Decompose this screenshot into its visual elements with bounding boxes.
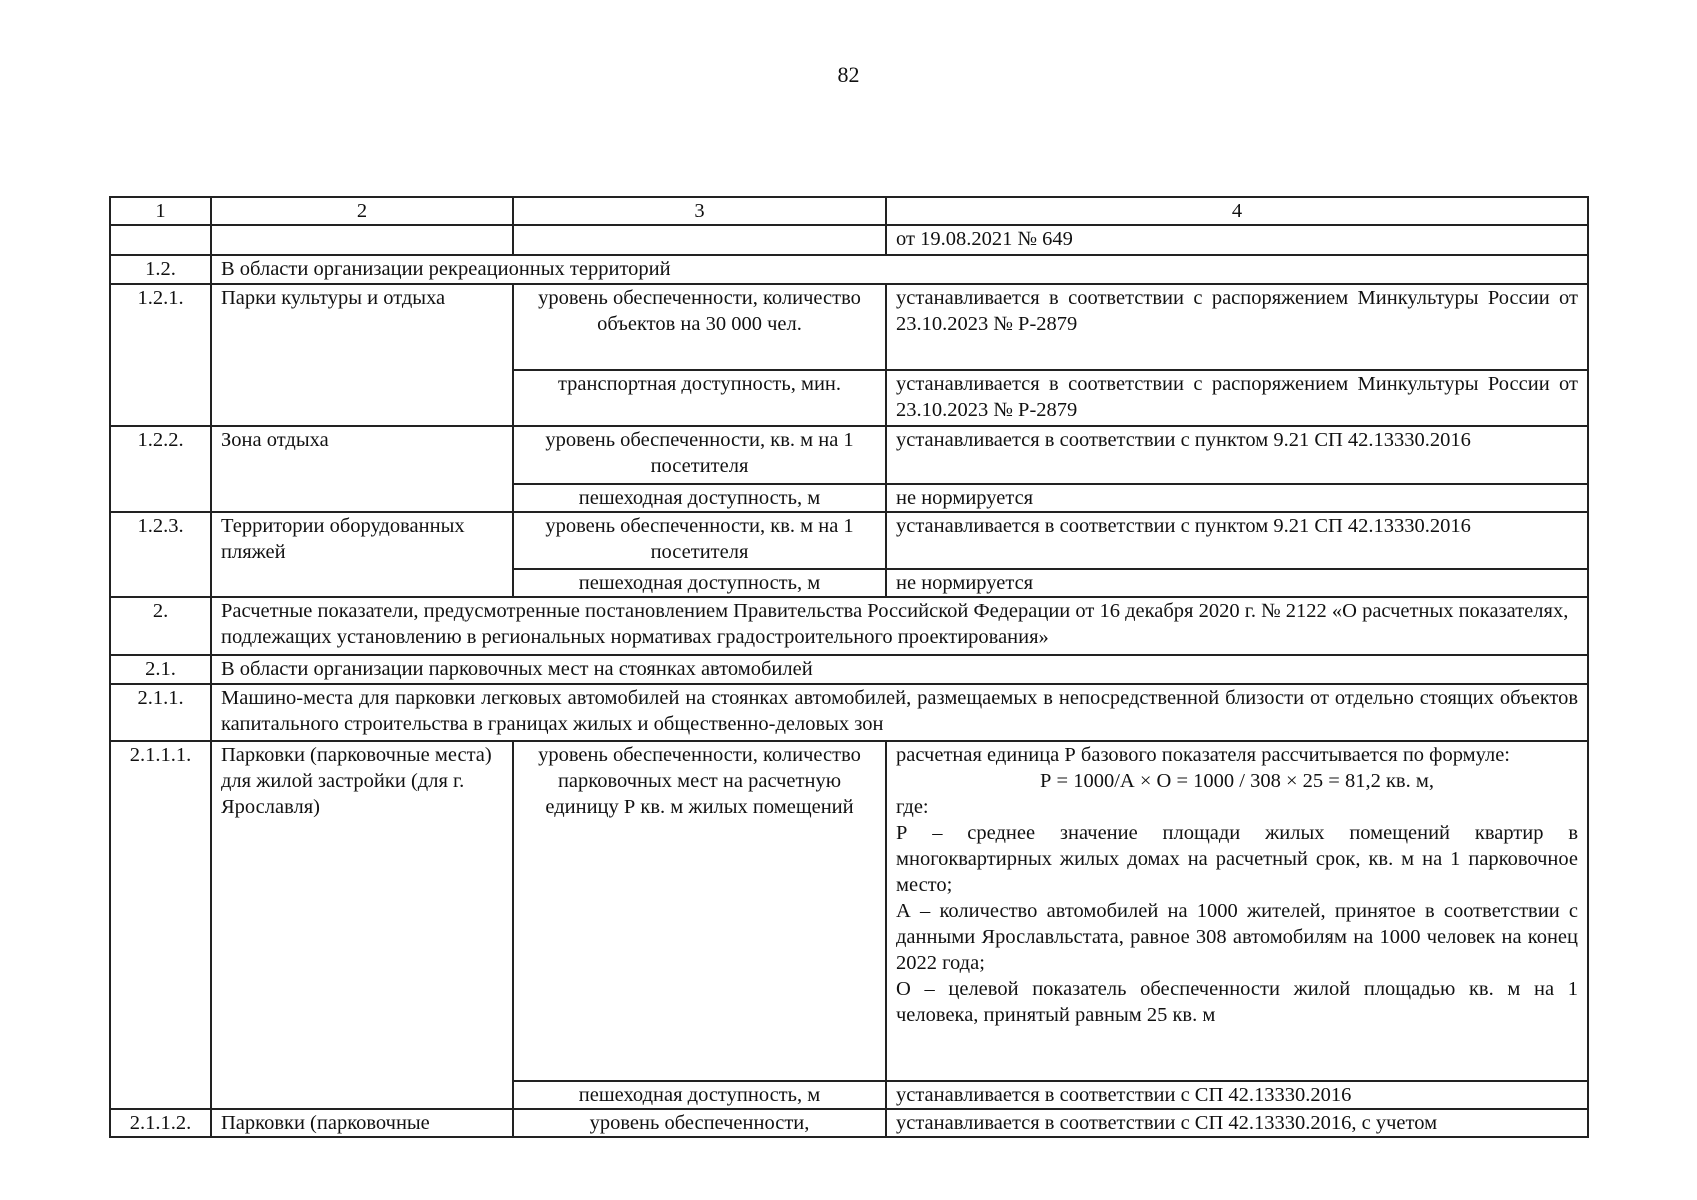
indicator-cell: транспортная доступность, мин.	[513, 370, 886, 426]
value-cell: устанавливается в соответствии с распоряжением Минкультуры России от 23.10.2023 № Р-2879	[886, 284, 1588, 370]
norms-table	[109, 196, 1589, 1138]
formula-def-a: А – количество автомобилей на 1000 жителей, принятое в соответствии с данными Ярославльстата, равное 308 автомобилям на 1000 человек на конец 2022 года;	[896, 900, 1578, 974]
section-row	[110, 684, 1588, 741]
row-number: 1.2.	[110, 255, 211, 284]
header-col-4: 4	[886, 197, 1588, 225]
object-name: Парковки (парковочные места) для жилой застройки (для г. Ярославля)	[211, 741, 513, 1109]
section-title: В области организации рекреационных территорий	[211, 255, 1588, 284]
row-number: 2.1.	[110, 655, 211, 684]
row-number: 1.2.1.	[110, 284, 211, 426]
section-row	[110, 655, 1588, 684]
object-name: Зона отдыха	[211, 426, 513, 512]
table-row	[110, 741, 1588, 1081]
object-name: Парковки (парковочные	[211, 1109, 513, 1137]
indicator-cell: уровень обеспеченности, кв. м на 1 посетителя	[513, 426, 886, 484]
object-name: Парки культуры и отдыха	[211, 284, 513, 426]
empty-cell	[513, 225, 886, 255]
row-number: 2.1.1.1.	[110, 741, 211, 1109]
formula: Р = 1000/А × О = 1000 / 308 × 25 = 81,2 кв. м,	[1040, 770, 1434, 792]
value-cell: устанавливается в соответствии с распоряжением Минкультуры России от 23.10.2023 № Р-2879	[886, 370, 1588, 426]
value-cell: не нормируется	[886, 484, 1588, 512]
indicator-cell: уровень обеспеченности, количество объектов на 30 000 чел.	[513, 284, 886, 370]
formula-intro: расчетная единица Р базового показателя рассчитывается по формуле:	[896, 744, 1510, 766]
object-name: Территории оборудованных пляжей	[211, 512, 513, 597]
table-row	[110, 284, 1588, 370]
section-title: Машино-места для парковки легковых автомобилей на стоянках автомобилей, размещаемых в непосредственной близости от отдельно стоящих объектов капитального строительства в границах жилых и общественно-деловых зон	[211, 684, 1588, 741]
section-title: Расчетные показатели, предусмотренные постановлением Правительства Российской Федерации от 16 декабря 2020 г. № 2122 «О расчетных показателях, подлежащих установлению в региональных нормативах градостроительного проектирования»	[211, 597, 1588, 655]
formula-def-o: О – целевой показатель обеспеченности жилой площадью кв. м на 1 человека, принятый равным 25 кв. м	[896, 978, 1578, 1026]
row-number: 2.1.1.	[110, 684, 211, 741]
header-col-2: 2	[211, 197, 513, 225]
table-header-row	[110, 197, 1588, 225]
formula-def-p: Р – среднее значение площади жилых помещений квартир в многоквартирных жилых домах на расчетный срок, кв. м на 1 парковочное место;	[896, 822, 1578, 896]
row-number: 1.2.3.	[110, 512, 211, 597]
table-row	[110, 512, 1588, 569]
value-cell: устанавливается в соответствии с СП 42.13330.2016, с учетом	[886, 1109, 1588, 1137]
table-row	[110, 1109, 1588, 1137]
value-cell: не нормируется	[886, 569, 1588, 597]
indicator-cell: пешеходная доступность, м	[513, 1081, 886, 1109]
value-cell	[886, 741, 1588, 1081]
empty-cell	[110, 225, 211, 255]
indicator-cell: уровень обеспеченности,	[513, 1109, 886, 1137]
value-cell: устанавливается в соответствии с СП 42.13330.2016	[886, 1081, 1588, 1109]
value-cell: устанавливается в соответствии с пунктом 9.21 СП 42.13330.2016	[886, 426, 1588, 484]
section-row	[110, 597, 1588, 655]
empty-cell	[211, 225, 513, 255]
formula-where: где:	[896, 796, 929, 818]
indicator-cell: пешеходная доступность, м	[513, 484, 886, 512]
table-row	[110, 426, 1588, 484]
table-row	[110, 225, 1588, 255]
indicator-cell: уровень обеспеченности, количество парковочных мест на расчетную единицу Р кв. м жилых помещений	[513, 741, 886, 1081]
section-title: В области организации парковочных мест на стоянках автомобилей	[211, 655, 1588, 684]
value-cell: устанавливается в соответствии с пунктом 9.21 СП 42.13330.2016	[886, 512, 1588, 569]
indicator-cell: уровень обеспеченности, кв. м на 1 посетителя	[513, 512, 886, 569]
value-cell: от 19.08.2021 № 649	[886, 225, 1588, 255]
page-number: 82	[837, 62, 860, 87]
section-row	[110, 255, 1588, 284]
indicator-cell: пешеходная доступность, м	[513, 569, 886, 597]
header-col-1: 1	[110, 197, 211, 225]
row-number: 2.1.1.2.	[110, 1109, 211, 1137]
row-number: 1.2.2.	[110, 426, 211, 512]
header-col-3: 3	[513, 197, 886, 225]
row-number: 2.	[110, 597, 211, 655]
